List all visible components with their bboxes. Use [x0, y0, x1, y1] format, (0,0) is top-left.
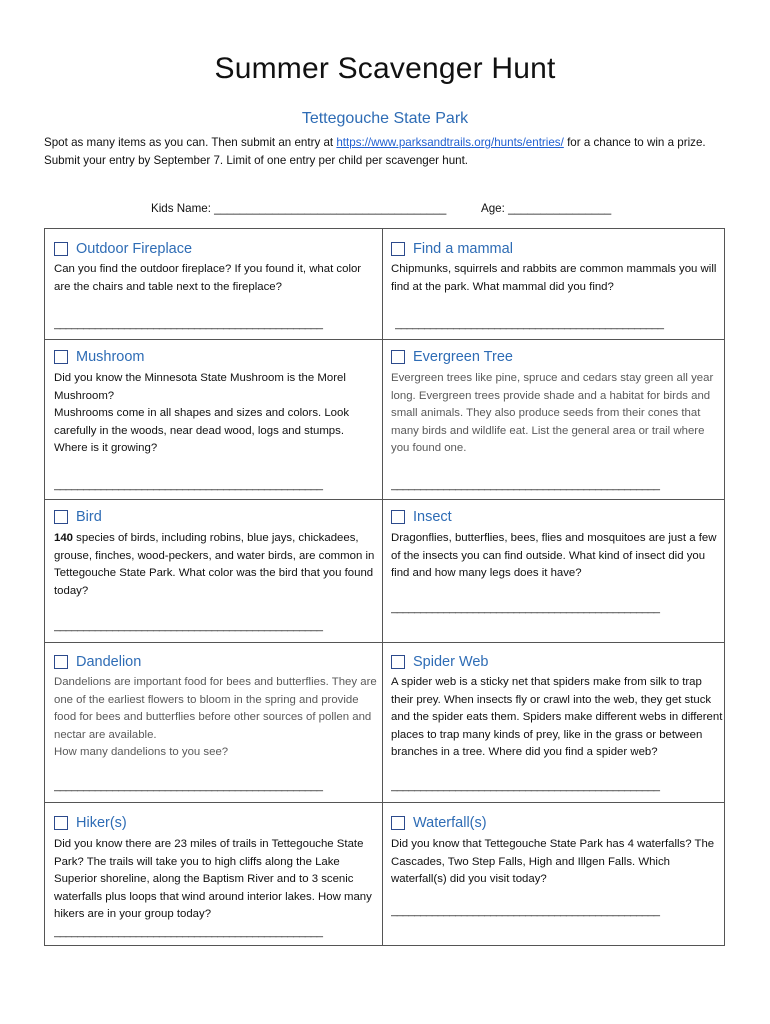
- item-insect: [382, 499, 725, 642]
- answer-line[interactable]: ______________________________________________: [391, 479, 660, 491]
- item-spider-web: [382, 642, 725, 802]
- item-mushroom: [45, 339, 382, 499]
- checkbox-icon[interactable]: [391, 816, 405, 830]
- checkbox-icon[interactable]: [54, 655, 68, 669]
- entries-link[interactable]: https://www.parksandtrails.org/hunts/entries/: [336, 136, 564, 149]
- intro-text-continued: for a chance to win a prize. Submit your entry by September 7. Limit of one entry per child per scavenger hunt.: [44, 136, 706, 167]
- item-title: Mushroom: [76, 349, 145, 365]
- answer-line[interactable]: ______________________________________________: [54, 780, 323, 792]
- checkbox-icon[interactable]: [391, 510, 405, 524]
- intro-text: Spot as many items as you can. Then submit an entry at: [44, 136, 337, 149]
- age-field[interactable]: Age: ________________: [481, 202, 612, 215]
- checkbox-icon[interactable]: [391, 242, 405, 256]
- item-bird: [45, 499, 382, 642]
- checkbox-icon[interactable]: [54, 816, 68, 830]
- item-description: [54, 530, 380, 600]
- answer-line[interactable]: ______________________________________________: [395, 318, 664, 330]
- page-title: Summer Scavenger Hunt: [214, 52, 556, 85]
- item-evergreen-tree: [382, 339, 725, 499]
- item-title: Waterfall(s): [413, 815, 487, 831]
- item-description: Did you know that Tettegouche State Park has 4 waterfalls? The Cascades, Two Step Falls, High and Illgen Falls. Which waterfall(s) did you visit today?: [391, 838, 715, 885]
- answer-line[interactable]: ______________________________________________: [391, 905, 660, 917]
- item-description: Did you know the Minnesota State Mushroom is the Morel Mushroom? Mushrooms come in all shapes and sizes and colors. Look carefully in the woods, near dead wood, logs and stumps. Where is it growing?: [54, 372, 350, 454]
- item-description: Did you know there are 23 miles of trails in Tettegouche State Park? The trails will take you to high cliffs along the Lake Superior shoreline, along the Baptism River and to 3 scenic waterfalls plus loops that wind around interior lakes. How many hikers are in your group today?: [54, 838, 372, 920]
- page-subtitle: Tettegouche State Park: [301, 110, 469, 127]
- answer-line[interactable]: ______________________________________________: [54, 318, 323, 330]
- kids-name-field[interactable]: Kids Name: ____________________________________: [151, 202, 447, 215]
- item-title: Find a mammal: [413, 241, 513, 257]
- intro-paragraph: [44, 134, 734, 170]
- checkbox-icon[interactable]: [391, 350, 405, 364]
- answer-line[interactable]: ______________________________________________: [54, 479, 323, 491]
- item-description: Dragonflies, butterflies, bees, flies and mosquitoes are just a few of the insects you can find outside. What kind of insect did you find and how many legs does it have?: [391, 532, 717, 579]
- item-description: Dandelions are important food for bees and butterflies. They are one of the earliest flowers to bloom in the spring and provide food for bees and butterflies before other sources of pollen and nectar are available. How many dandelions to you see?: [54, 676, 377, 758]
- scavenger-grid: [44, 228, 725, 946]
- answer-line[interactable]: ______________________________________________: [54, 620, 323, 632]
- checkbox-icon[interactable]: [54, 242, 68, 256]
- item-waterfalls: [382, 802, 725, 947]
- item-description: Chipmunks, squirrels and rabbits are common mammals you will find at the park. What mammal did you find?: [391, 263, 717, 293]
- answer-line[interactable]: ______________________________________________: [391, 602, 660, 614]
- bird-count: 140: [54, 532, 74, 544]
- item-title: Outdoor Fireplace: [76, 241, 193, 257]
- item-title: Spider Web: [413, 654, 489, 670]
- checkbox-icon[interactable]: [54, 350, 68, 364]
- item-dandelion: [45, 642, 382, 802]
- item-title: Bird: [76, 509, 102, 525]
- answer-line[interactable]: ______________________________________________: [391, 780, 660, 792]
- item-title: Dandelion: [76, 654, 142, 670]
- item-description: Evergreen trees like pine, spruce and cedars stay green all year long. Evergreen trees provide shade and a habitat for birds and small animals. They also produce seeds from their cones that many birds and wildlife eat. List the general area or trail where you found one.: [391, 372, 714, 454]
- checkbox-icon[interactable]: [391, 655, 405, 669]
- item-title: Evergreen Tree: [413, 349, 513, 365]
- item-description: Can you find the outdoor fireplace? If you found it, what color are the chairs and table next to the fireplace?: [54, 263, 362, 293]
- item-title: Insect: [413, 509, 452, 525]
- item-description: A spider web is a sticky net that spiders make from silk to trap their prey. When insects fly or crawl into the web, they get stuck and the spider eats them. Spiders make different webs in different places to trap many kinds of prey, like in the grass or between branches in a tree. Where did you find a spider web?: [391, 676, 723, 758]
- item-title: Hiker(s): [76, 815, 127, 831]
- checkbox-icon[interactable]: [54, 510, 68, 524]
- answer-line[interactable]: ______________________________________________: [54, 926, 323, 938]
- bird-text: species of birds, including robins, blue jays, chickadees, grouse, finches, wood-peckers, and water birds, are common in Tettegouche State Park. What color was the bird that you found today?: [54, 532, 375, 597]
- item-outdoor-fireplace: [45, 229, 382, 339]
- item-hikers: [45, 802, 382, 947]
- item-find-a-mammal: [382, 229, 725, 339]
